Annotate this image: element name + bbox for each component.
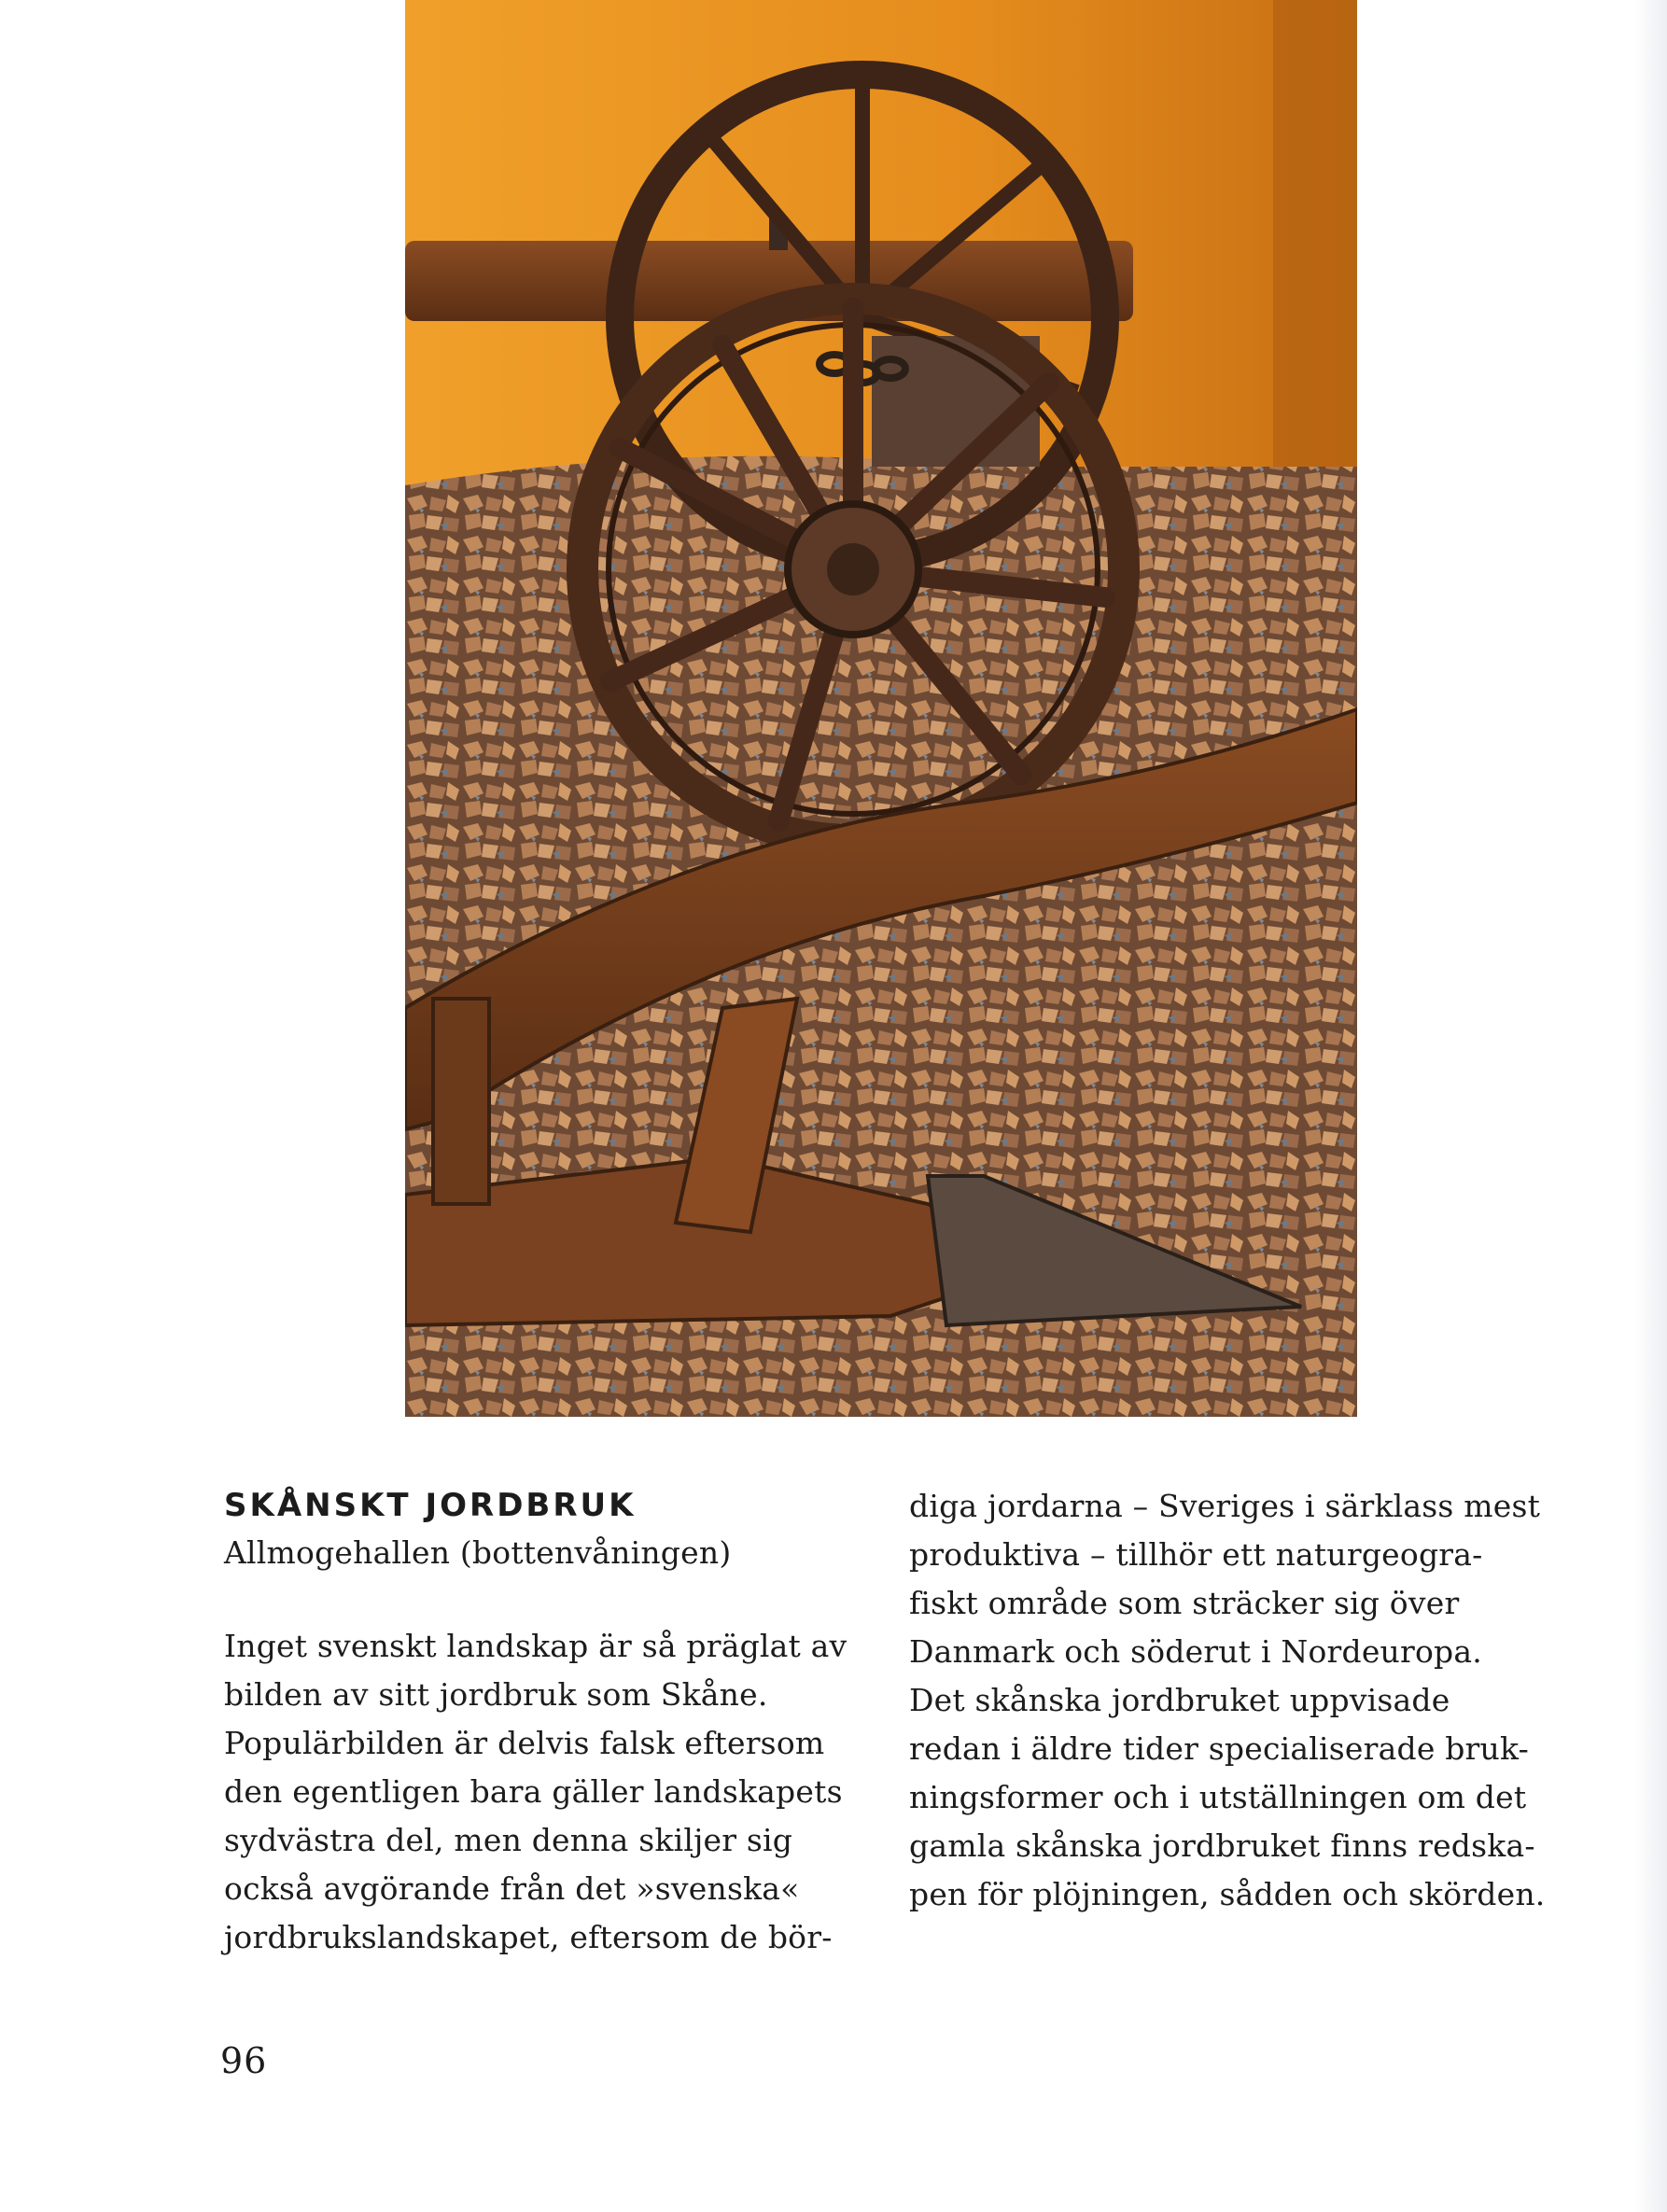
body-line: jordbrukslandskapet, eftersom de bör- <box>224 1919 833 1955</box>
body-line: Populärbilden är delvis falsk eftersom <box>224 1725 825 1761</box>
right-column <box>909 1482 1562 1919</box>
body-line: sydvästra del, men denna skiljer sig <box>224 1822 793 1858</box>
body-line: Det skånska jordbruket uppvisade <box>909 1682 1450 1718</box>
page-number: 96 <box>220 2040 268 2081</box>
body-line: Danmark och söderut i Nordeuropa. <box>909 1633 1482 1670</box>
body-line: pen för plöjningen, sådden och skörden. <box>909 1876 1546 1912</box>
left-body-text <box>224 1622 877 1962</box>
article-subheading: Allmogehallen (bottenvåningen) <box>224 1534 732 1571</box>
body-line: bilden av sitt jordbruk som Skåne. <box>224 1676 768 1713</box>
body-line: den egentligen bara gäller landskapets <box>224 1773 843 1810</box>
body-line: Inget svenskt landskap är så präglat av <box>224 1628 848 1664</box>
body-line: också avgörande från det »svenska« <box>224 1870 800 1907</box>
body-line: redan i äldre tider specialiserade bruk- <box>909 1730 1529 1767</box>
body-line: ningsformer och i utställningen om det <box>909 1779 1527 1815</box>
article-heading: SKÅNSKT JORDBRUK <box>224 1487 637 1524</box>
body-line: gamla skånska jordbruket finns redska- <box>909 1827 1535 1864</box>
body-line: diga jordarna – Sveriges i särklass mest <box>909 1488 1541 1524</box>
body-line: produktiva – tillhör ett naturgeogra- <box>909 1536 1483 1573</box>
left-column <box>224 1482 877 1962</box>
museum-photo-plough-and-cart <box>405 0 1357 1417</box>
body-line: fiskt område som sträcker sig över <box>909 1585 1460 1621</box>
page-edge <box>1635 0 1667 2212</box>
